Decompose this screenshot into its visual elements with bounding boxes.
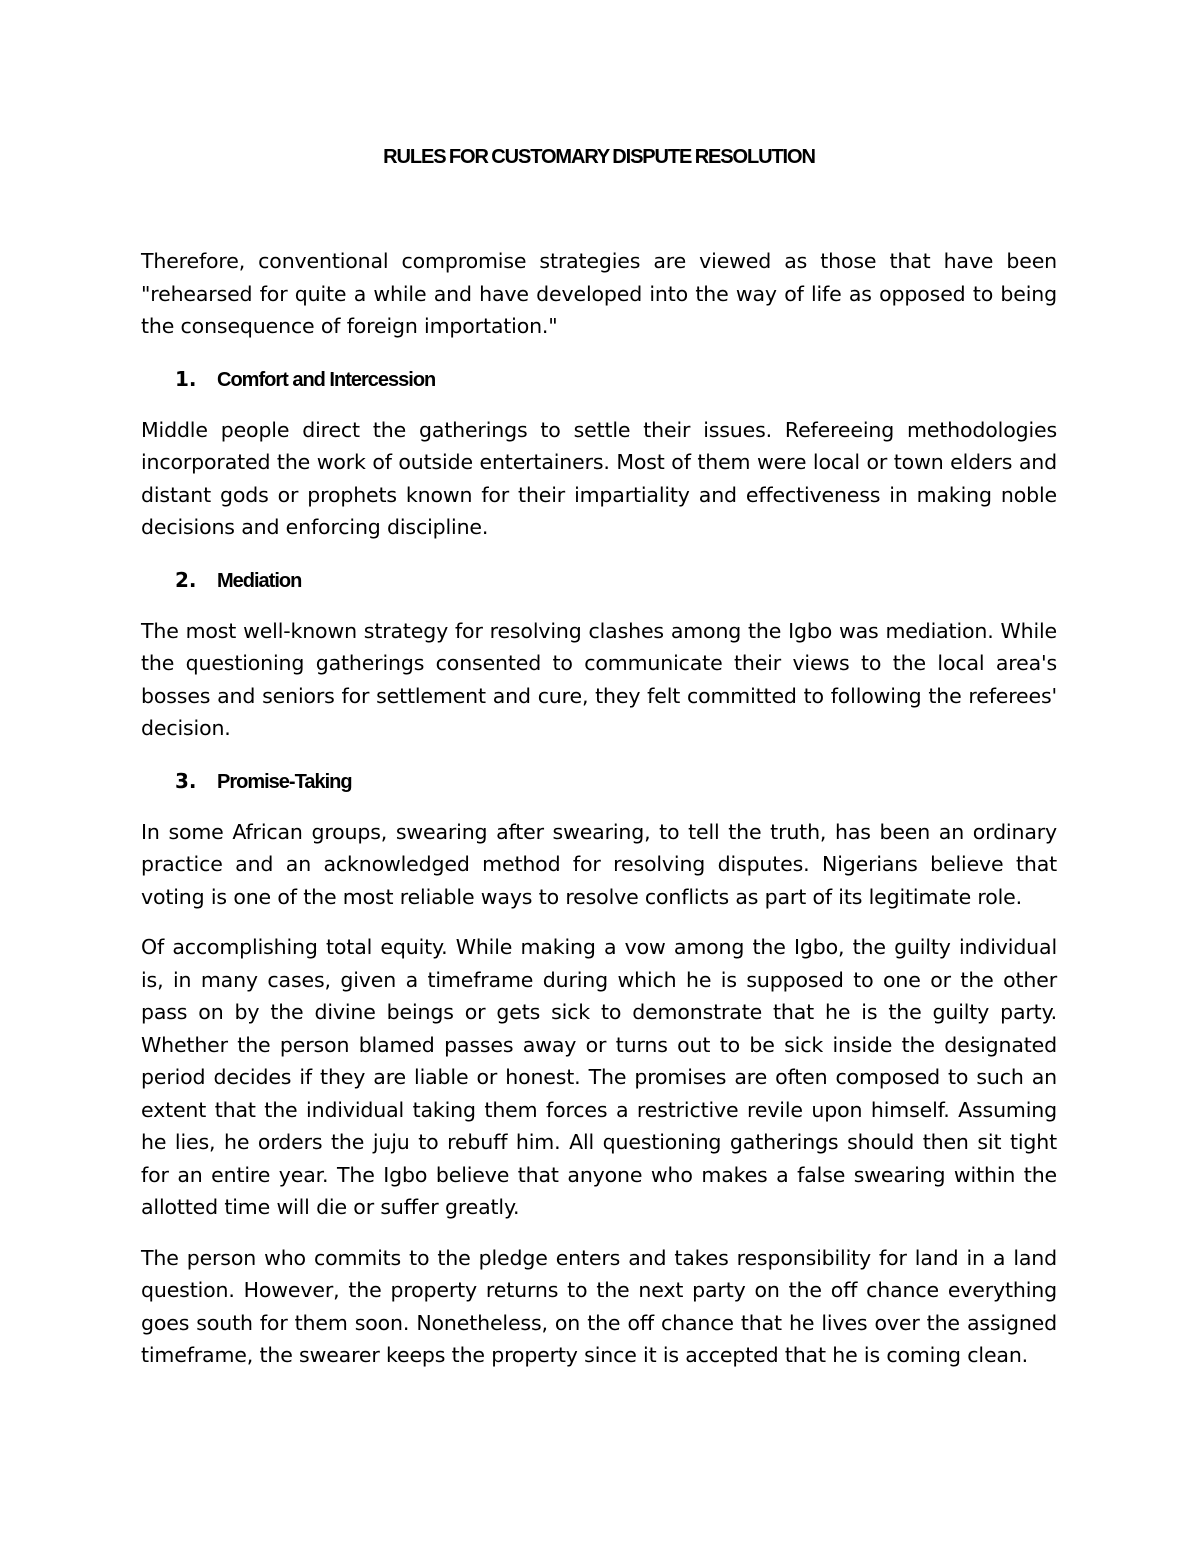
- section-title: Mediation: [217, 569, 302, 592]
- section-paragraph: In some African groups, swearing after swearing, to tell the truth, has been an ordinary practice and an acknowledged method for resolving disputes. Nigerians believe that voting is one of the most reliable ways to resolve conflicts as part of its legitimate role.: [141, 819, 1057, 909]
- section-number: 1.: [175, 366, 197, 391]
- section-heading-comfort-intercession: [141, 363, 1057, 396]
- section-heading-promise-taking: [141, 765, 1057, 798]
- section-paragraph: The most well-known strategy for resolving clashes among the Igbo was mediation. While the questioning gatherings consented to communicate their views to the local area's bosses and seniors for settlement and cure, they felt committed to following the referees' decision.: [141, 618, 1057, 740]
- section-title: Comfort and Intercession: [217, 368, 436, 391]
- section-paragraph: The person who commits to the pledge enters and takes responsibility for land in a land question. However, the property returns to the next party on the off chance everything goes south for them soon. Nonetheless, on the off chance that he lives over the assigned timeframe, the swearer keeps the property since it is accepted that he is coming clean.: [141, 1245, 1057, 1367]
- section-number: 3.: [175, 768, 197, 793]
- section-paragraph: Middle people direct the gatherings to settle their issues. Refereeing methodologies incorporated the work of outside entertainers. Most of them were local or town elders and distant gods or prophets known for their impartiality and effectiveness in making noble decisions and enforcing discipline.: [141, 417, 1057, 539]
- section-title: Promise-Taking: [217, 770, 352, 793]
- section-number: 2.: [175, 567, 197, 592]
- document-title: RULES FOR CUSTOMARY DISPUTE RESOLUTION: [383, 146, 815, 168]
- intro-paragraph: Therefore, conventional compromise strategies are viewed as those that have been "rehearsed for quite a while and have developed into the way of life as opposed to being the consequence of foreign importation.": [141, 249, 1057, 338]
- section-heading-mediation: [141, 564, 1057, 597]
- document-body: [141, 141, 1057, 1372]
- section-paragraph: Of accomplishing total equity. While making a vow among the Igbo, the guilty individual is, in many cases, given a timeframe during which he is supposed to one or the other pass on by the divine beings or gets sick to demonstrate that he is the guilty party. Whether the person blamed passes away or turns out to be sick inside the designated period decides if they are liable or honest. The promises are often composed to such an extent that the individual taking them forces a restrictive revile upon himself. Assuming he lies, he orders the juju to rebuff him. All questioning gatherings should then sit tight for an entire year. The Igbo believe that anyone who makes a false swearing within the allotted time will die or suffer greatly.: [141, 935, 1057, 1219]
